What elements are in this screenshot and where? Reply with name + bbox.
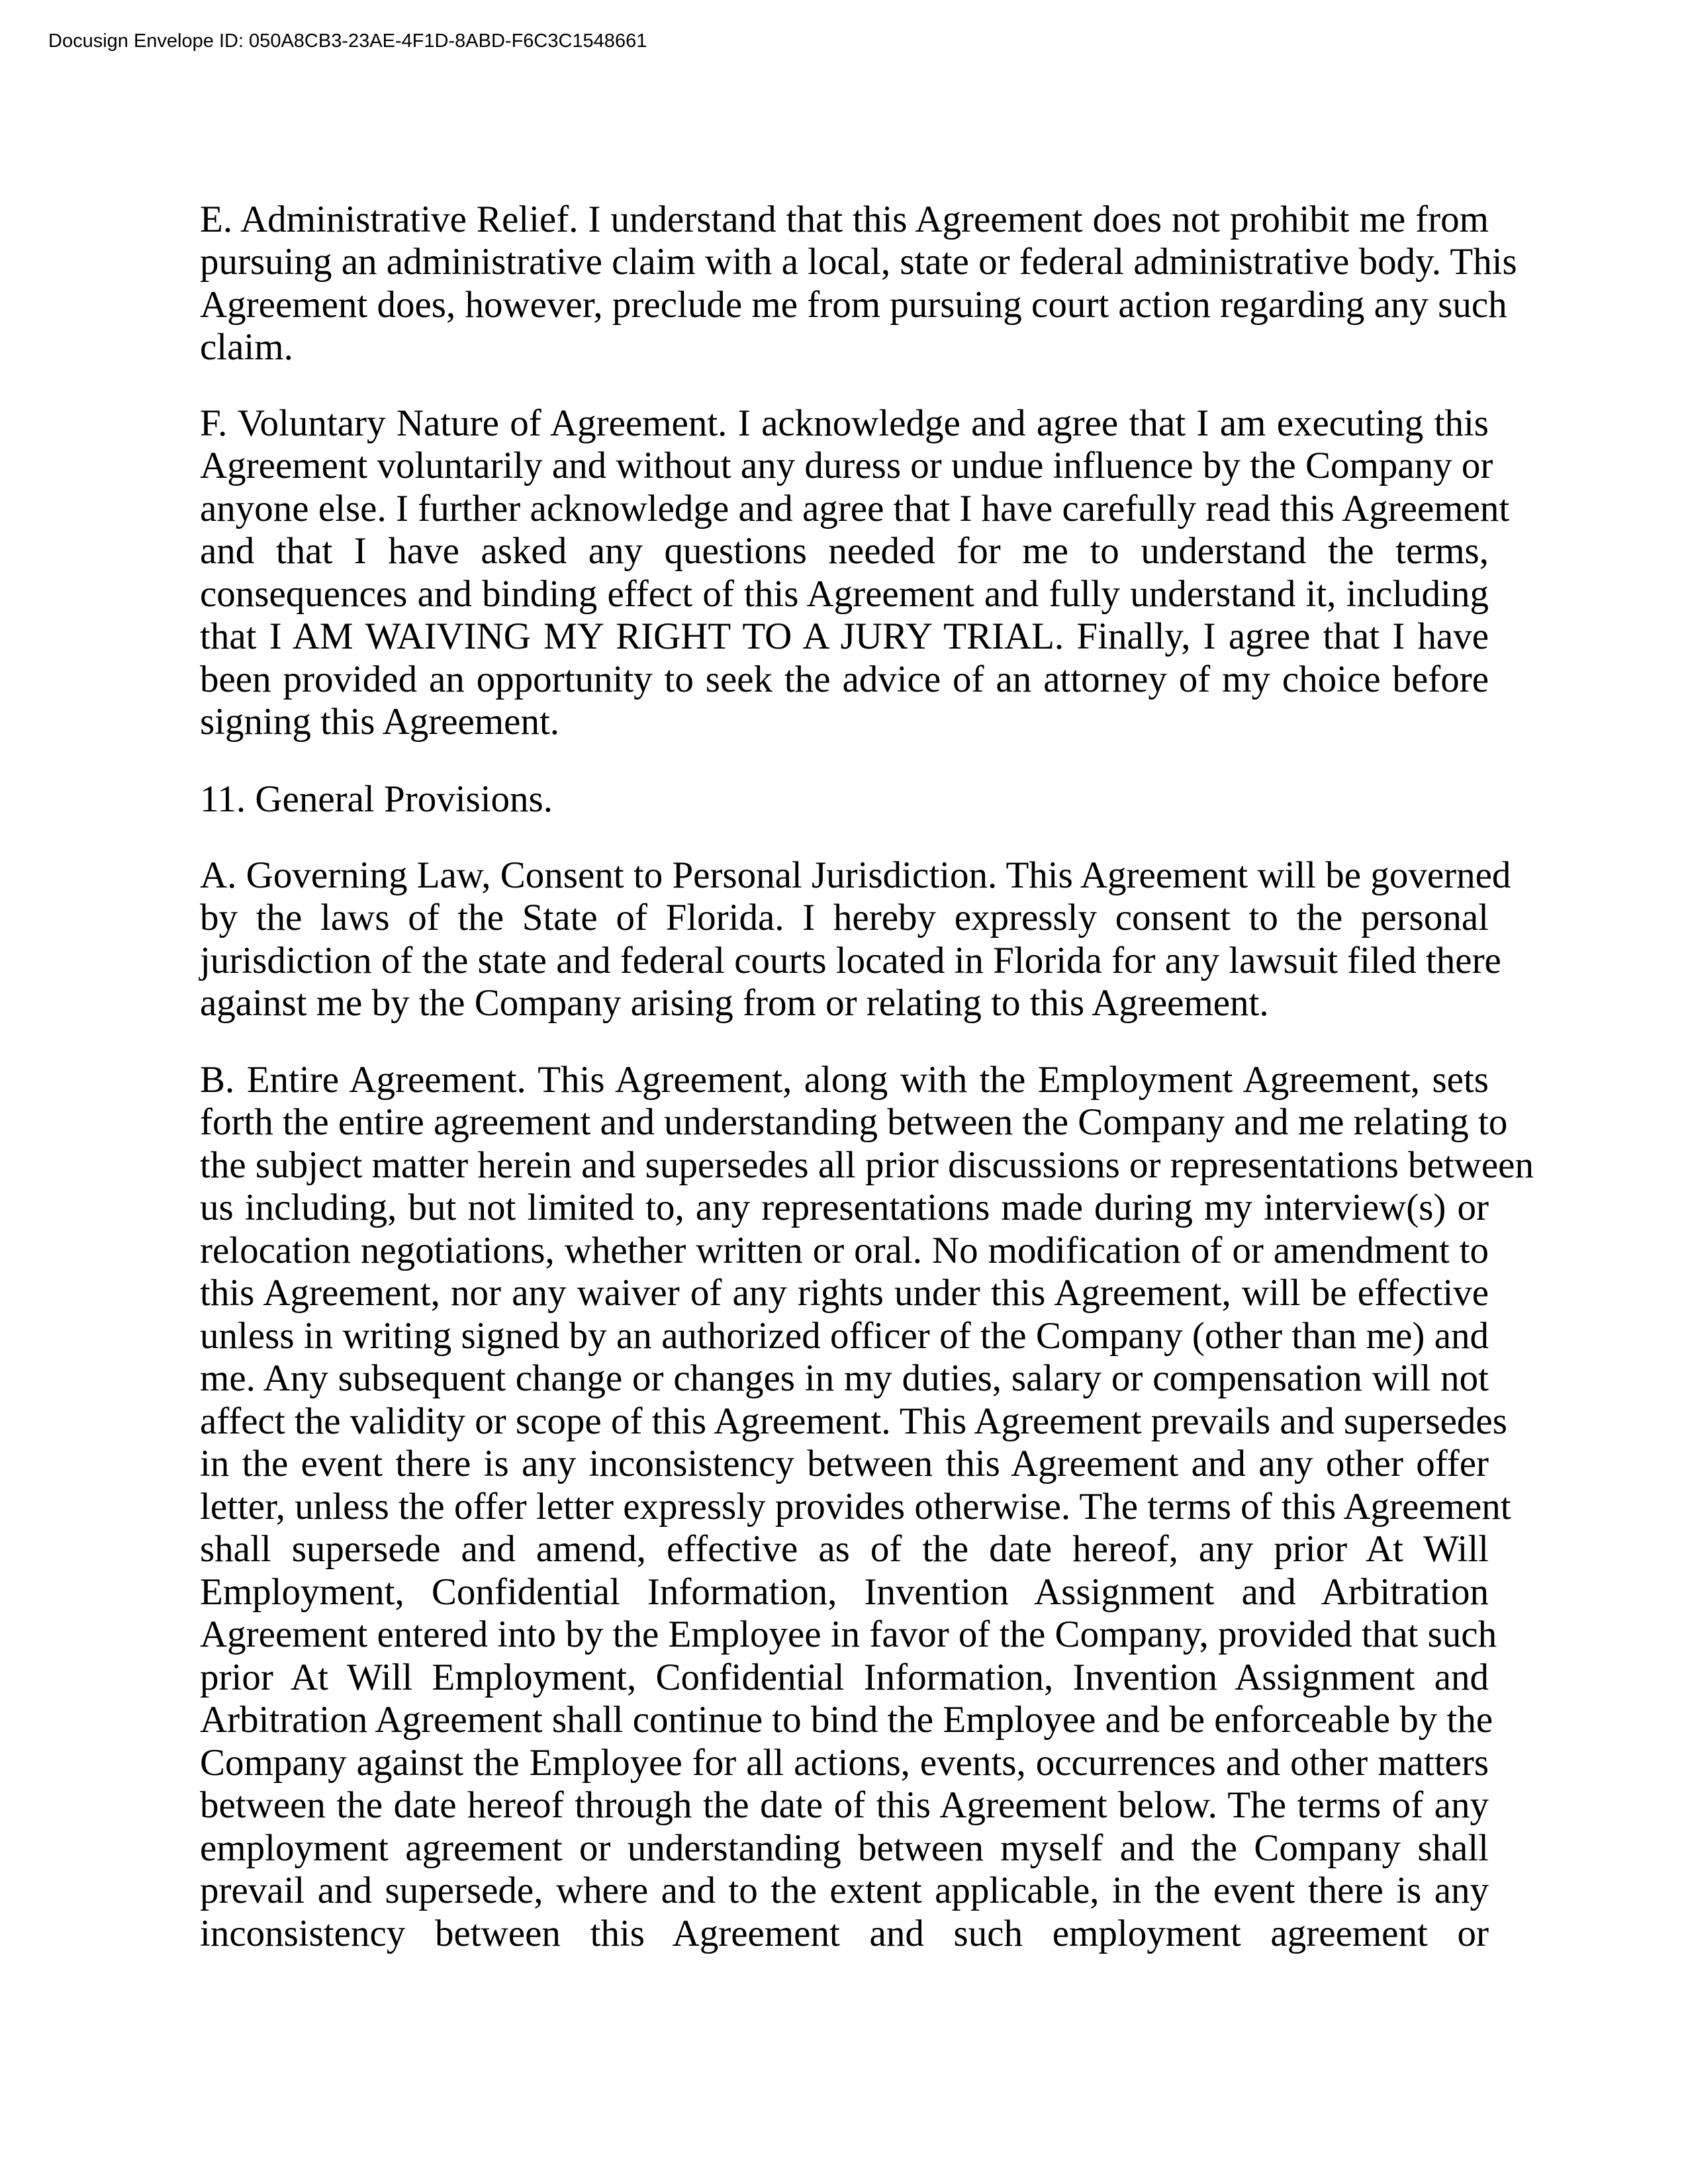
- docusign-envelope-id: Docusign Envelope ID: 050A8CB3-23AE-4F1D-8ABD-F6C3C1548661: [48, 30, 647, 52]
- text-line: A. Governing Law, Consent to Personal Jurisdiction. This Agreement will be governed: [200, 854, 1511, 896]
- text-line: consequences and binding effect of this Agreement and fully understand it, including: [200, 572, 1489, 615]
- text-line: relocation negotiations, whether written or oral. No modification of or amendment to: [200, 1229, 1489, 1271]
- text-line: E. Administrative Relief. I understand that this Agreement does not prohibit me from: [200, 198, 1489, 240]
- text-line: F. Voluntary Nature of Agreement. I acknowledge and agree that I am executing this: [200, 402, 1489, 444]
- text-line: anyone else. I further acknowledge and agree that I have carefully read this Agreement: [200, 487, 1510, 529]
- text-line: Arbitration Agreement shall continue to bind the Employee and be enforceable by the: [200, 1699, 1493, 1741]
- paragraph-b-entire-agreement: [200, 1058, 1534, 1956]
- text-line: been provided an opportunity to seek the advice of an attorney of my choice before: [200, 658, 1489, 700]
- text-line: signing this Agreement.: [200, 701, 560, 743]
- text-line: unless in writing signed by an authorized officer of the Company (other than me) and: [200, 1314, 1489, 1357]
- section-11-heading: [200, 778, 1489, 821]
- text-line: that I AM WAIVING MY RIGHT TO A JURY TRIAL. Finally, I agree that I have: [200, 615, 1489, 657]
- text-line: Agreement does, however, preclude me from pursuing court action regarding any such: [200, 283, 1507, 326]
- text-line: the subject matter herein and supersedes all prior discussions or representations between: [200, 1144, 1534, 1186]
- text-line: B. Entire Agreement. This Agreement, along with the Employment Agreement, sets: [200, 1058, 1489, 1101]
- section-heading-text: 11. General Provisions.: [200, 778, 553, 820]
- text-line: inconsistency between this Agreement and such employment agreement or: [200, 1912, 1489, 1954]
- text-line: jurisdiction of the state and federal courts located in Florida for any lawsuit filed there: [200, 939, 1501, 981]
- text-line: forth the entire agreement and understanding between the Company and me relating to: [200, 1101, 1508, 1143]
- text-line: me. Any subsequent change or changes in my duties, salary or compensation will not: [200, 1357, 1489, 1399]
- text-line: between the date hereof through the date of this Agreement below. The terms of any: [200, 1784, 1489, 1826]
- paragraph-a-governing-law: [200, 854, 1511, 1025]
- text-line: us including, but not limited to, any representations made during my interview(s) or: [200, 1187, 1489, 1228]
- text-line: prevail and supersede, where and to the extent applicable, in the event there is any: [200, 1870, 1489, 1911]
- text-line: and that I have asked any questions needed for me to understand the terms,: [200, 530, 1489, 572]
- text-line: Agreement entered into by the Employee in favor of the Company, provided that such: [200, 1614, 1497, 1655]
- text-line: Company against the Employee for all actions, events, occurrences and other matters: [200, 1741, 1489, 1784]
- text-line: shall supersede and amend, effective as of the date hereof, any prior At Will: [200, 1528, 1489, 1570]
- text-line: this Agreement, nor any waiver of any rights under this Agreement, will be effective: [200, 1272, 1489, 1314]
- text-line: letter, unless the offer letter expressly provides otherwise. The terms of this Agreement: [200, 1485, 1511, 1527]
- text-line: Employment, Confidential Information, Invention Assignment and Arbitration: [200, 1570, 1489, 1613]
- text-line: employment agreement or understanding between myself and the Company shall: [200, 1827, 1489, 1869]
- paragraph-f-voluntary-nature: [200, 402, 1510, 744]
- text-line: affect the validity or scope of this Agreement. This Agreement prevails and supersedes: [200, 1400, 1507, 1442]
- text-line: in the event there is any inconsistency between this Agreement and any other offer: [200, 1443, 1489, 1484]
- text-line: prior At Will Employment, Confidential Information, Invention Assignment and: [200, 1656, 1489, 1698]
- text-line: against me by the Company arising from or relating to this Agreement.: [200, 982, 1269, 1024]
- text-line: claim.: [200, 326, 293, 368]
- text-line: by the laws of the State of Florida. I hereby expressly consent to the personal: [200, 897, 1489, 938]
- paragraph-e-administrative-relief: [200, 198, 1517, 369]
- text-line: Agreement voluntarily and without any duress or undue influence by the Company or: [200, 445, 1493, 486]
- text-line: pursuing an administrative claim with a local, state or federal administrative body. This: [200, 241, 1517, 283]
